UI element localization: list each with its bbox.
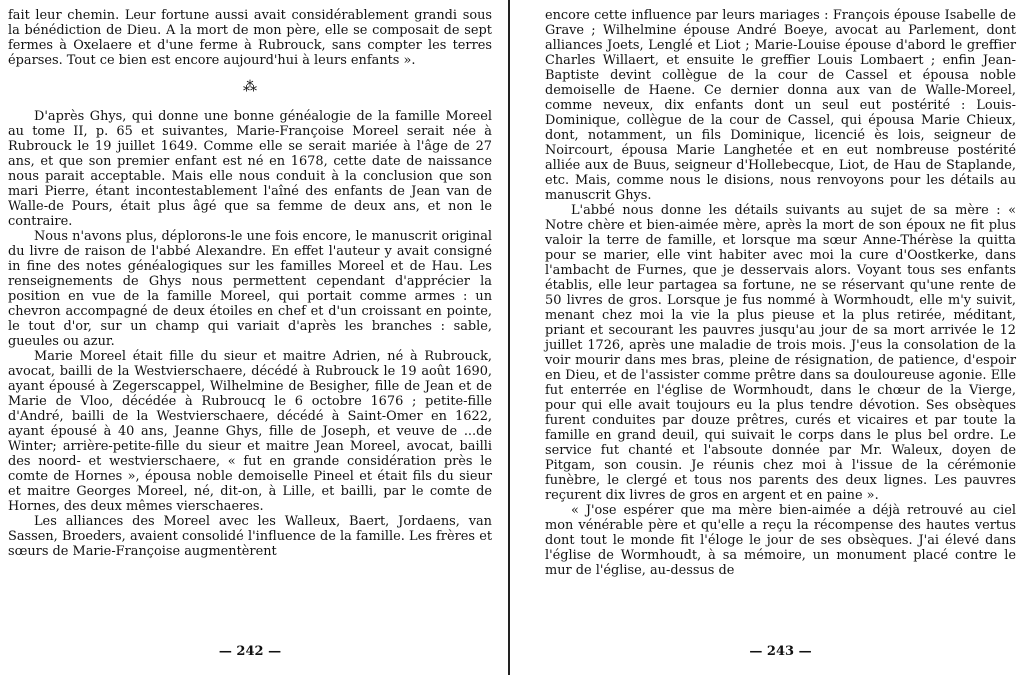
left-paragraph-5: Les alliances des Moreel avec les Walleux, Baert, Jordaens, van Sassen, Broeders, avaient consolidé l'influence de la famille. Les frères et sœurs de Marie-Françoise augmentèrent: [8, 514, 492, 559]
right-paragraph-3: « J'ose espérer que ma mère bien-aimée a déjà retrouvé au ciel mon vénérable père et qu'elle a reçu la récompense des hautes vertus dont tout le monde fit l'éloge le jour de ses obsèques. J'ai élevé dans l'église de Wormhoudt, à sa mémoire, un monument placé contre le mur de l'église, au-dessus de: [545, 503, 1016, 578]
left-page: [0, 0, 506, 675]
right-paragraph-2: L'abbé nous donne les détails suivants au sujet de sa mère : « Notre chère et bien-aimée mère, après la mort de son époux ne fit plus valoir la terre de famille, et lorsque ma sœur Anne-Thérèse la quitta pour se marier, elle vint habiter avec moi la cure d'Oostkerke, dans l'ambacht de Furnes, que je desservais alors. Voyant tous ses enfants établis, elle leur partagea sa fortune, ne se réservant qu'une rente de 50 livres de gros. Lorsque je fus nommé à Wormhoudt, elle m'y suivit, menant chez moi la vie la plus pieuse et la plus retirée, méditant, priant et secourant les pauvres jusqu'au jour de sa mort arrivée le 12 juillet 1726, après une maladie de trois mois. J'eus la consolation de la voir mourir dans mes bras, pleine de résignation, de patience, d'espoir en Dieu, et de l'assister comme prêtre dans sa douloureuse agonie. Elle fut enterrée en l'église de Wormhoudt, dans le chœur de la Vierge, pour qui elle avait toujours eu la plus tendre dévotion. Ses obsèques furent conduites par douze prêtres, curés et vicaires et par toute la famille en grand deuil, qui suivait le corps dans le plus bel ordre. Le service fut chanté et l'absoute donnée par Mr. Waleux, doyen de Pitgam, son cousin. Je réunis chez moi à l'issue de la cérémonie funèbre, le clergé et tous nos parents des deux lignes. Les pauvres reçurent dix livres de gros en argent et en paine ».: [545, 203, 1016, 503]
book-spine-divider: [508, 0, 510, 675]
left-paragraph-4: Marie Moreel était fille du sieur et maitre Adrien, né à Rubrouck, avocat, bailli de la Westvierschaere, décédé à Rubrouck le 19 août 1690, ayant épousé à Zegerscappel, Wilhelmine de Besigher, fille de Jean et de Marie de Vloo, décédée à Rubroucq le 6 octobre 1676 ; petite-fille d'André, bailli de la Westvierschaere, décédé à Saint-Omer en 1622, ayant épousé à 40 ans, Jeanne Ghys, fille de Joseph, et veuve de ...de Winter; arrière-petite-fille du sieur et maitre Jean Moreel, avocat, bailli des noord- et westvierschaere, « fut en grande considération près le comte de Hornes », épousa noble demoiselle Pineel et était fils du sieur et maitre Georges Moreel, né, dit-on, à Lille, et bailli, par le comte de Hornes, des deux mêmes vierschaeres.: [8, 349, 492, 514]
right-paragraph-1: encore cette influence par leurs mariages : François épouse Isabelle de Grave ; Wilhelmine épouse André Boeye, avocat au Parlement, dont alliances Joets, Lenglé et Liot ; Marie-Louise épouse d'abord le greffier Charles Willaert, et ensuite le greffier Louis Lombaert ; enfin Jean-Baptiste devint collègue de la cour de Cassel et épousa noble demoiselle de Haene. Ce dernier donna aux van de Walle-Moreel, comme neveux, dix enfants dont un seul eut postérité : Louis-Dominique, collègue de la cour de Cassel, qui épousa Marie Chieux, dont, notamment, un fils Dominique, licencié ès lois, seigneur de Noircourt, épousa Marie Langhetée et en eut nombreuse postérité alliée aux de Buus, seigneur d'Hollebecque, Liot, de Hau de Staplande, etc. Mais, comme nous le disions, nous renvoyons pour les détails au manuscrit Ghys.: [545, 8, 1016, 203]
asterism-ornament: ⁂: [243, 79, 257, 95]
page-number-left: — 242 —: [218, 644, 282, 659]
left-paragraph-3: Nous n'avons plus, déplorons-le une fois encore, le manuscrit original du livre de raison de l'abbé Alexandre. En effet l'auteur y avait consigné in fine des notes généalogiques sur les familles Moreel et de Hau. Les renseignements de Ghys nous permettent cependant d'apprécier la position en vue de la famille Moreel, qui portait comme armes : un chevron accompagné de deux étoiles en chef et d'un croissant en pointe, le tout d'or, sur un champ qui variait d'après les branches : sable, gueules ou azur.: [8, 229, 492, 349]
page-number-right: — 243 —: [749, 644, 812, 659]
left-paragraph-1: fait leur chemin. Leur fortune aussi avait considérablement grandi sous la bénédiction de Dieu. A la mort de mon père, elle se composait de sept fermes à Oxelaere et d'une ferme à Rubrouck, sans compter les terres éparses. Tout ce bien est encore aujourd'hui à leurs enfants ».: [8, 8, 492, 68]
left-paragraph-2: D'après Ghys, qui donne une bonne généalogie de la famille Moreel au tome II, p. 65 et suivantes, Marie-Françoise Moreel serait née à Rubrouck le 19 juillet 1649. Comme elle se serait mariée à l'âge de 27 ans, et que son premier enfant est né en 1678, cette date de naissance nous parait acceptable. Mais elle nous conduit à la conclusion que son mari Pierre, étant incontestablement l'aîné des enfants de Jean van de Walle-de Pours, était plus âgé que sa femme de deux ans, et non le contraire.: [8, 109, 492, 229]
right-page: [515, 0, 1024, 675]
